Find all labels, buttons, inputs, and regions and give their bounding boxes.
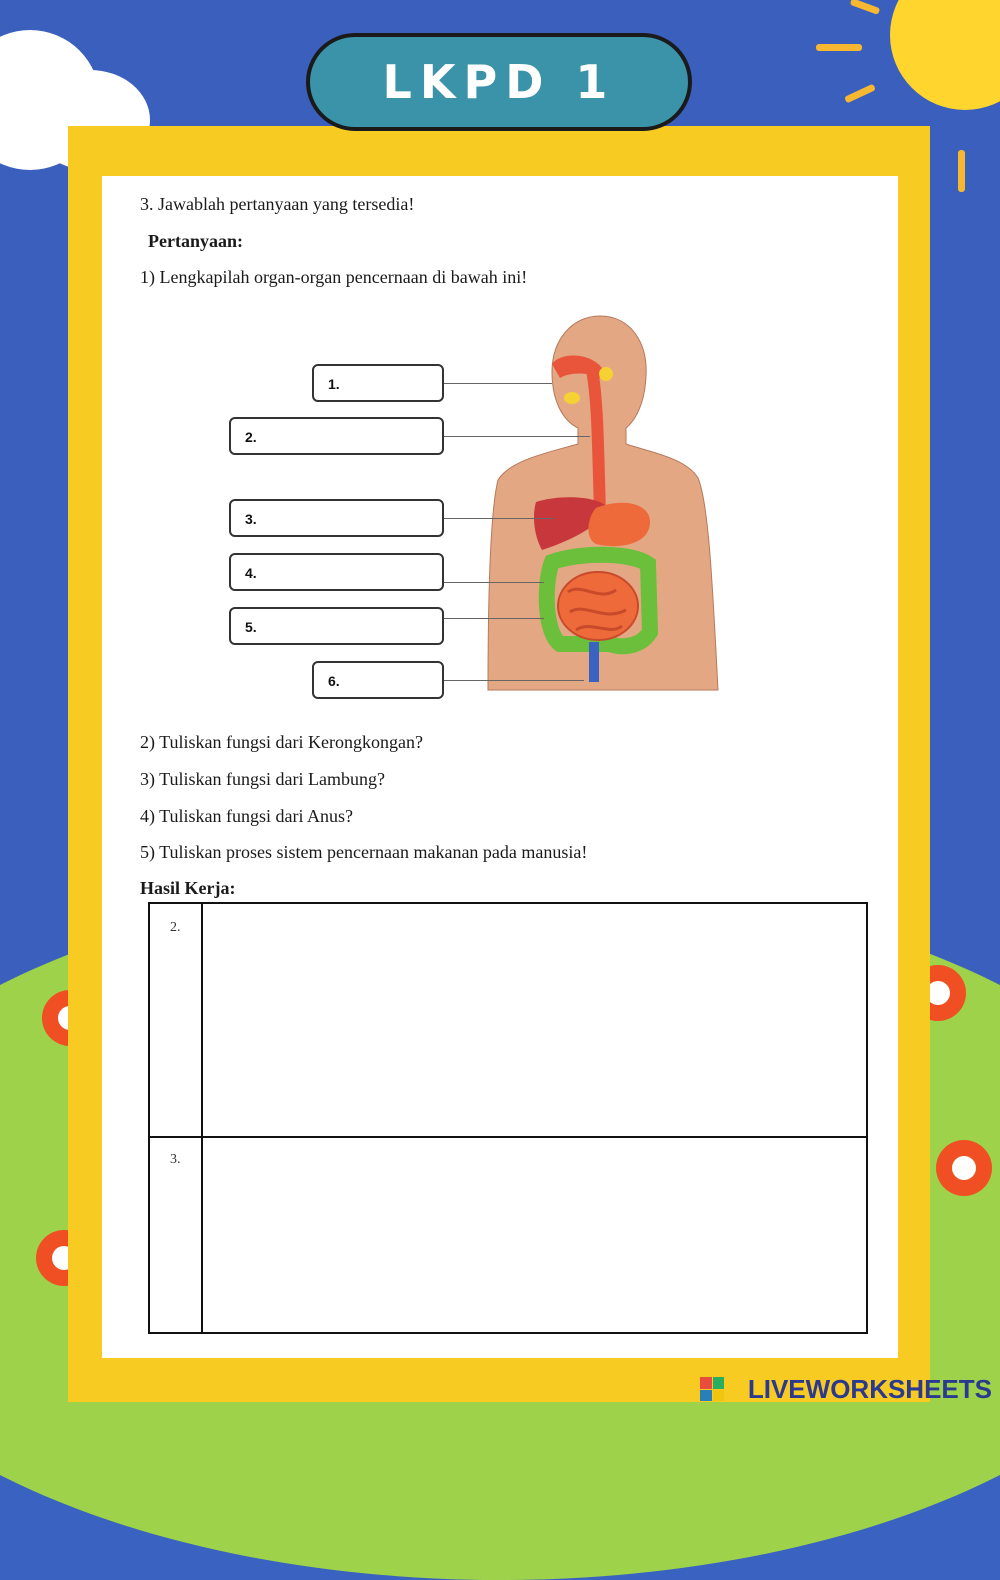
question-5: 5) Tuliskan proses sistem pencernaan makanan pada manusia! <box>140 842 588 862</box>
answer-table <box>148 902 868 1334</box>
answer-field[interactable] <box>203 1138 866 1332</box>
answer-field[interactable] <box>203 904 866 1136</box>
page-title: LKPD 1 <box>306 33 692 131</box>
diagram-label-3[interactable]: 3. <box>229 499 444 537</box>
salivary-gland <box>599 367 613 381</box>
question-2: 2) Tuliskan fungsi dari Kerongkongan? <box>140 732 423 752</box>
question-1: 1) Lengkapilah organ-organ pencernaan di bawah ini! <box>140 267 528 287</box>
question-3: 3) Tuliskan fungsi dari Lambung? <box>140 769 385 789</box>
questions-heading: Pertanyaan: <box>148 231 243 251</box>
table-row-number: 2. <box>170 920 181 935</box>
flower <box>936 1140 992 1196</box>
liveworksheets-logo-icon <box>700 1377 724 1401</box>
salivary-gland <box>564 392 580 404</box>
sun-ray <box>958 150 965 192</box>
diagram-label-4[interactable]: 4. <box>229 553 444 591</box>
instruction-text: 3. Jawablah pertanyaan yang tersedia! <box>140 194 415 214</box>
diagram-label-2[interactable]: 2. <box>229 417 444 455</box>
leader-line <box>444 680 584 681</box>
digestive-system-diagram <box>480 312 720 692</box>
table-row-number: 3. <box>170 1152 181 1167</box>
question-4: 4) Tuliskan fungsi dari Anus? <box>140 806 354 826</box>
leader-line <box>444 582 544 583</box>
small-intestine-organ <box>558 572 638 640</box>
diagram-label-1[interactable]: 1. <box>312 364 444 402</box>
diagram-label-6[interactable]: 6. <box>312 661 444 699</box>
diagram-label-5[interactable]: 5. <box>229 607 444 645</box>
leader-line <box>444 383 552 384</box>
leader-line <box>444 436 590 437</box>
results-heading: Hasil Kerja: <box>140 878 236 898</box>
leader-line <box>444 618 544 619</box>
leader-line <box>444 518 554 519</box>
sun-ray <box>816 44 862 51</box>
footer-brand[interactable]: LIVEWORKSHEETS <box>747 1374 992 1404</box>
